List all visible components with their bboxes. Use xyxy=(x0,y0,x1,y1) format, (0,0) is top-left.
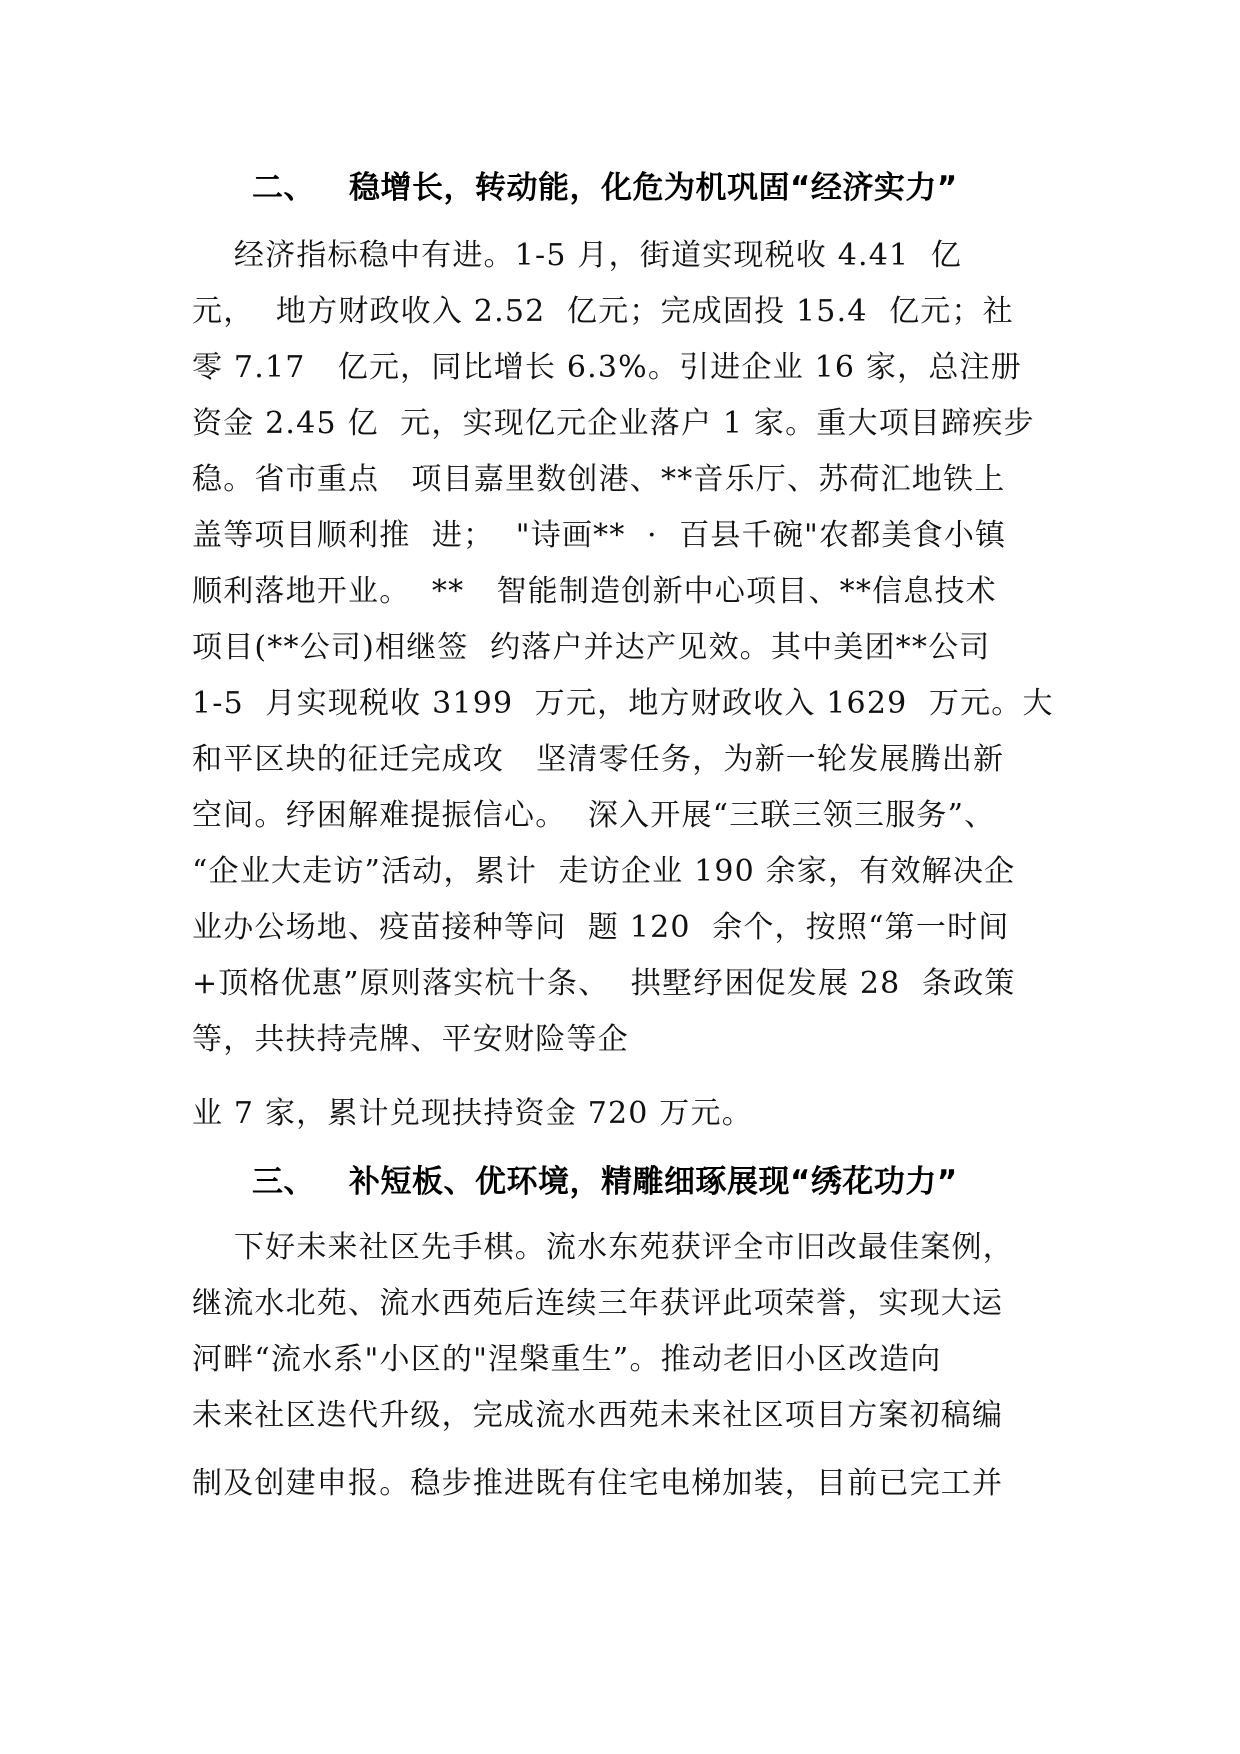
paragraph-line: 经济指标稳中有进。1-5 月，街道实现税收 4.41 亿 xyxy=(192,238,962,273)
section-number: 二、 xyxy=(252,170,315,206)
section-heading xyxy=(252,1156,958,1201)
paragraph-line: 稳。省市重点 项目嘉里数创港、**音乐厅、苏荷汇地铁上 xyxy=(192,462,1006,497)
section-heading xyxy=(252,162,958,207)
paragraph-line: 继流水北苑、流水西苑后连续三年获评此项荣誉，实现大运 xyxy=(192,1286,1004,1321)
paragraph-line: “企业大走访”活动，累计 走访企业 190 余家，有效解决企 xyxy=(192,854,1016,889)
paragraph-line: 元， 地方财政收入 2.52 亿元；完成固投 15.4 亿元；社 xyxy=(192,294,1014,329)
paragraph-line: 资金 2.45 亿 元，实现亿元企业落户 1 家。重大项目蹄疾步 xyxy=(192,406,1035,441)
paragraph-line: 河畔“流水系"小区的"涅槃重生”。推动老旧小区改造向 xyxy=(192,1342,942,1377)
section-title: 补短板、优环境，精雕细琢展现“绣花功力” xyxy=(349,1164,958,1200)
paragraph-line: 制及创建申报。稳步推进既有住宅电梯加装，目前已完工并 xyxy=(192,1466,1004,1501)
paragraph-line: 业办公场地、疫苗接种等问 题 120 余个，按照“第一时间 xyxy=(192,910,1010,945)
section-title: 稳增长，转动能，化危为机巩固“经济实力” xyxy=(349,170,958,206)
paragraph-line: 空间。纾困解难提振信心。 深入开展“三联三领三服务”、 xyxy=(192,798,996,833)
paragraph-line: +顶格优惠”原则落实杭十条、 拱墅纾困促发展 28 条政策 xyxy=(192,966,1016,1001)
paragraph-line: 和平区块的征迁完成攻 坚清零任务，为新一轮发展腾出新 xyxy=(192,742,1005,777)
paragraph-line: 下好未来社区先手棋。流水东苑获评全市旧改最佳案例， xyxy=(192,1230,1014,1265)
paragraph-line: 项目(**公司)相继签 约落户并达产见效。其中美团**公司 xyxy=(192,630,991,665)
paragraph-line: 等，共扶持壳牌、平安财险等企 xyxy=(192,1022,629,1057)
section-number: 三、 xyxy=(252,1164,315,1200)
paragraph-line: 1-5 月实现税收 3199 万元，地方财政收入 1629 万元。大 xyxy=(192,686,1054,721)
paragraph-line: 盖等项目顺利推 进； "诗画** · 百县千碗"农都美食小镇 xyxy=(192,518,1007,553)
paragraph-line: 未来社区迭代升级，完成流水西苑未来社区项目方案初稿编 xyxy=(192,1398,1004,1433)
paragraph-line: 业 7 家，累计兑现扶持资金 720 万元。 xyxy=(192,1096,753,1131)
paragraph-line: 顺利落地开业。 ** 智能制造创新中心项目、**信息技术 xyxy=(192,574,997,609)
paragraph-line: 零 7.17 亿元，同比增长 6.3%。引进企业 16 家，总注册 xyxy=(192,350,1022,385)
